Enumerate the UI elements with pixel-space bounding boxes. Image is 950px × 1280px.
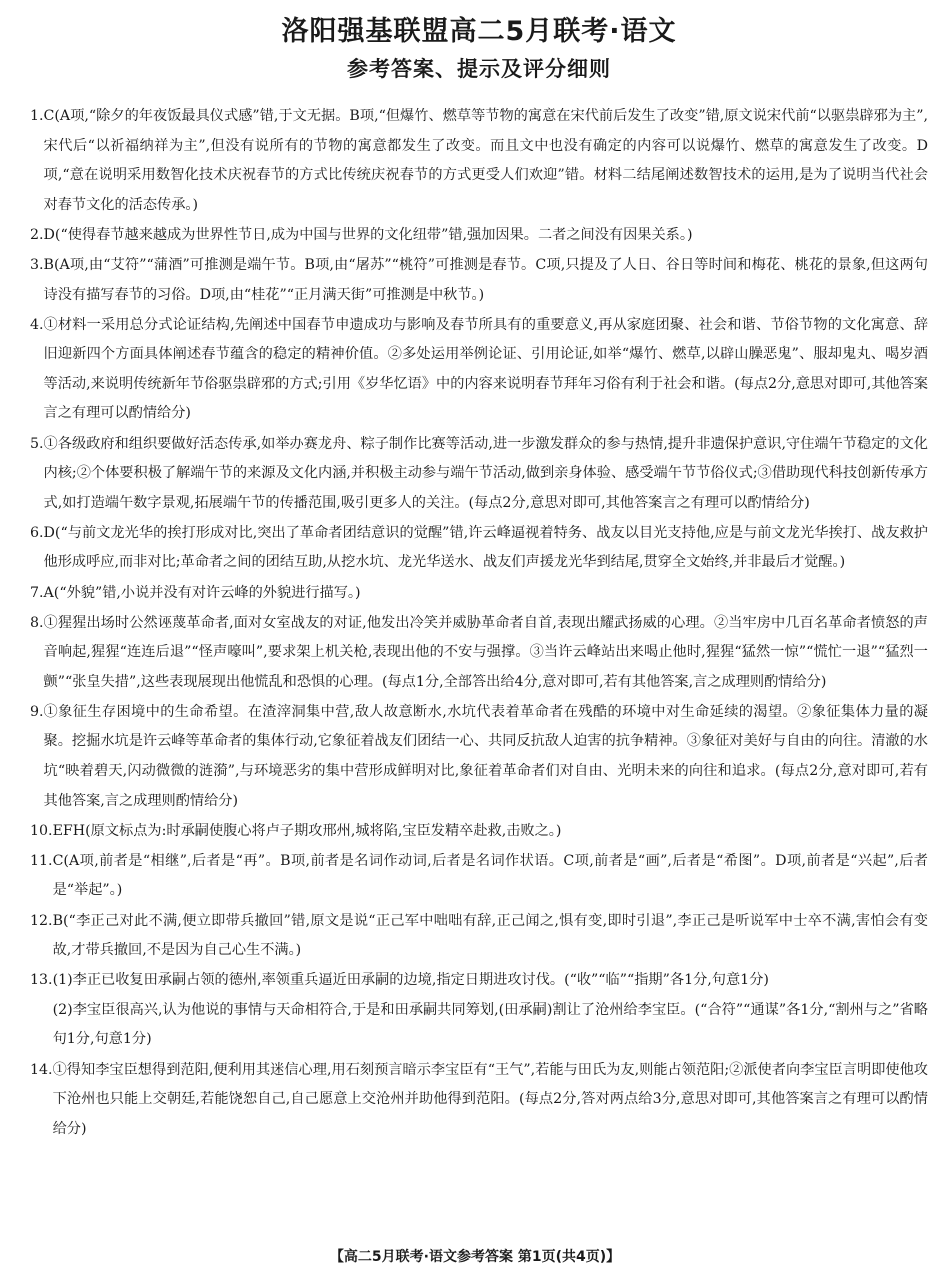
item-subanswer-2: (2)李宝臣很高兴,认为他说的事情与天命相符合,于是和田承嗣共同筹划,(田承嗣)割让了沧州给李宝臣。(“合符”“通谋”各1分,“割州与之”省略句1分,句意1分)	[52, 1001, 928, 1048]
item-body	[44, 579, 928, 609]
item-body	[53, 966, 928, 1055]
answer-item-5	[30, 430, 928, 519]
item-text: A(“外貌”错,小说并没有对许云峰的外貌进行描写。)	[43, 584, 361, 601]
answer-item-8	[30, 609, 928, 698]
item-text: EFH(原文标点为:时承嗣使腹心将卢子期攻邢州,城将陷,宝臣发精卒赴救,击败之。)	[52, 822, 562, 839]
item-body	[44, 698, 928, 816]
answer-item-7	[30, 579, 928, 609]
page-footer: 【高二5月联考·语文参考答案 第1页(共4页)】	[329, 1249, 621, 1265]
document-subtitle: 参考答案、提示及评分细则	[347, 57, 611, 81]
answer-list	[30, 102, 928, 1144]
item-body	[53, 847, 928, 906]
item-text: D(“与前文龙光华的挨打形成对比,突出了革命者团结意识的觉醒”错,许云峰逼视着特务、战友以目光支持他,应是与前文龙光华挨打、战友救护他形成呼应,而非对比;革命者之间的团结互助,从挖水坑、龙光华送水、战友们声援龙光华到结尾,贯穿全文始终,并非最后才觉醒。)	[43, 524, 928, 571]
item-number: 13.	[30, 972, 53, 989]
answer-item-4	[30, 311, 928, 429]
answer-item-3	[30, 251, 928, 310]
item-number: 9.	[30, 703, 44, 720]
answer-item-13	[30, 966, 928, 1055]
document-title: 洛阳强基联盟高二5月联考·语文	[281, 16, 677, 47]
answer-item-14	[30, 1056, 928, 1145]
item-text: C(A项,“除夕的年夜饭最具仪式感”错,于文无据。B项,“但爆竹、燃草等节物的寓意在宋代前后发生了改变”错,原文说宋代前“以驱祟辟邪为主”,宋代后“以祈福纳祥为主”,但没有说所有的节物的寓意都发生了改变。而且文中也没有确定的内容可以说爆竹、燃草的寓意发生了改变。D项,“意在说明采用数智化技术庆祝春节的方式比传统庆祝春节的方式更受人们欢迎”错。材料二结尾阐述数智技术的运用,是为了说明当代社会对春节文化的活态传承。)	[43, 108, 928, 213]
item-body	[53, 817, 928, 847]
item-number: 12.	[30, 912, 53, 929]
item-text: ①各级政府和组织要做好活态传承,如举办赛龙舟、粽子制作比赛等活动,进一步激发群众的参与热情,提升非遗保护意识,守住端午节稳定的文化内核;②个体要积极了解端午节的来源及文化内涵,并积极主动参与端午节活动,做到亲身体验、感受端午节节俗仪式;③借助现代科技创新传承方式,如打造端午数字景观,拓展端午节的传播范围,吸引更多人的关注。(每点2分,意思对即可,其他答案言之有理可以酌情给分)	[43, 435, 928, 511]
item-number: 10.	[30, 822, 53, 839]
answer-item-11	[30, 847, 928, 906]
item-text: D(“使得春节越来越成为世界性节日,成为中国与世界的文化纽带”错,强加因果。二者之间没有因果关系。)	[43, 226, 693, 243]
item-text: B(A项,由“艾符”“蒲酒”可推测是端午节。B项,由“屠苏”“桃符”可推测是春节。C项,只提及了人日、谷日等时间和梅花、桃花的景象,但这两句诗没有描写春节的习俗。D项,由“桂花”“正月满天街”可推测是中秋节。)	[43, 256, 928, 303]
item-text: ①象征生存困境中的生命希望。在渣滓洞集中营,敌人故意断水,水坑代表着革命者在残酷的环境中对生命延续的渴望。②象征集体力量的凝聚。挖掘水坑是许云峰等革命者的集体行动,它象征着战友们团结一心、共同反抗敌人迫害的抗争精神。③象征对美好与自由的向往。清澈的水坑“映着碧天,闪动微微的涟漪”,与环境恶劣的集中营形成鲜明对比,象征着革命者们对自由、光明未来的向往和追求。(每点2分,意对即可,若有其他答案,言之成理则酌情给分)	[43, 703, 928, 809]
item-number: 2.	[30, 226, 44, 243]
item-number: 1.	[30, 108, 44, 124]
item-text: ①猩猩出场时公然诬蔑革命者,面对女室战友的对证,他发出冷笑并威胁革命者自首,表现出耀武扬威的心理。②当牢房中几百名革命者愤怒的声音响起,猩猩“连连后退”“怪声嚎叫”,要求架上机关枪,表现出他的不安与强撑。③当许云峰站出来喝止他时,猩猩“猛然一惊”“慌忙一退”“猛烈一颤”“张皇失措”,这些表现展现出他慌乱和恐惧的心理。(每点1分,全部答出给4分,意对即可,若有其他答案,言之成理则酌情给分)	[43, 614, 928, 690]
answer-item-9	[30, 698, 928, 816]
item-body	[44, 221, 928, 251]
answer-item-1	[30, 102, 928, 220]
item-subanswer-1: (1)李正已收复田承嗣占领的德州,率领重兵逼近田承嗣的边境,指定日期进攻讨伐。(“收”“临”“指期”各1分,句意1分)	[52, 972, 769, 989]
item-body	[44, 102, 928, 220]
item-number: 6.	[30, 524, 44, 541]
item-body	[44, 251, 928, 310]
item-body	[53, 907, 928, 966]
item-number: 7.	[30, 584, 44, 601]
item-body	[53, 1056, 928, 1145]
answer-item-10	[30, 817, 928, 847]
item-number: 8.	[30, 614, 44, 631]
item-body	[44, 519, 928, 578]
item-body	[44, 430, 928, 519]
item-text: B(“李正己对此不满,便立即带兵撤回”错,原文是说“正己军中咄咄有辞,正己闻之,惧有变,即时引退”,李正己是听说军中士卒不满,害怕会有变故,才带兵撤回,不是因为自己心生不满。)	[52, 912, 928, 959]
item-number: 5.	[30, 435, 44, 452]
item-number: 11.	[30, 852, 53, 869]
item-body	[44, 609, 928, 698]
answer-item-6	[30, 519, 928, 578]
item-text: C(A项,前者是“相继”,后者是“再”。B项,前者是名词作动词,后者是名词作状语。C项,前者是“画”,后者是“希图”。D项,前者是“兴起”,后者是“举起”。)	[52, 852, 928, 899]
item-number: 14.	[30, 1061, 53, 1078]
item-text: ①得知李宝臣想得到范阳,便利用其迷信心理,用石刻预言暗示李宝臣有“王气”,若能与田氏为友,则能占领范阳;②派使者向李宝臣言明即使他攻下沧州也只能上交朝廷,若能饶恕自己,自己愿意上交沧州并助他得到范阳。(每点2分,答对两点给3分,意思对即可,其他答案言之有理可以酌情给分)	[52, 1061, 928, 1137]
item-body	[44, 311, 928, 429]
item-text: ①材料一采用总分式论证结构,先阐述中国春节申遗成功与影响及春节所具有的重要意义,再从家庭团聚、社会和谐、节俗节物的文化寓意、辞旧迎新四个方面具体阐述春节蕴含的稳定的精神价值。②多处运用举例论证、引用论证,如举“爆竹、燃草,以辟山臊恶鬼”、服却鬼丸、喝岁酒等活动,来说明传统新年节俗驱祟辟邪的方式;引用《岁华忆语》中的内容来说明春节拜年习俗有利于社会和谐。(每点2分,意思对即可,其他答案言之有理可以酌情给分)	[43, 316, 928, 422]
item-number: 4.	[30, 316, 44, 333]
answer-item-2	[30, 221, 928, 251]
item-number: 3.	[30, 256, 44, 273]
answer-item-12	[30, 907, 928, 966]
